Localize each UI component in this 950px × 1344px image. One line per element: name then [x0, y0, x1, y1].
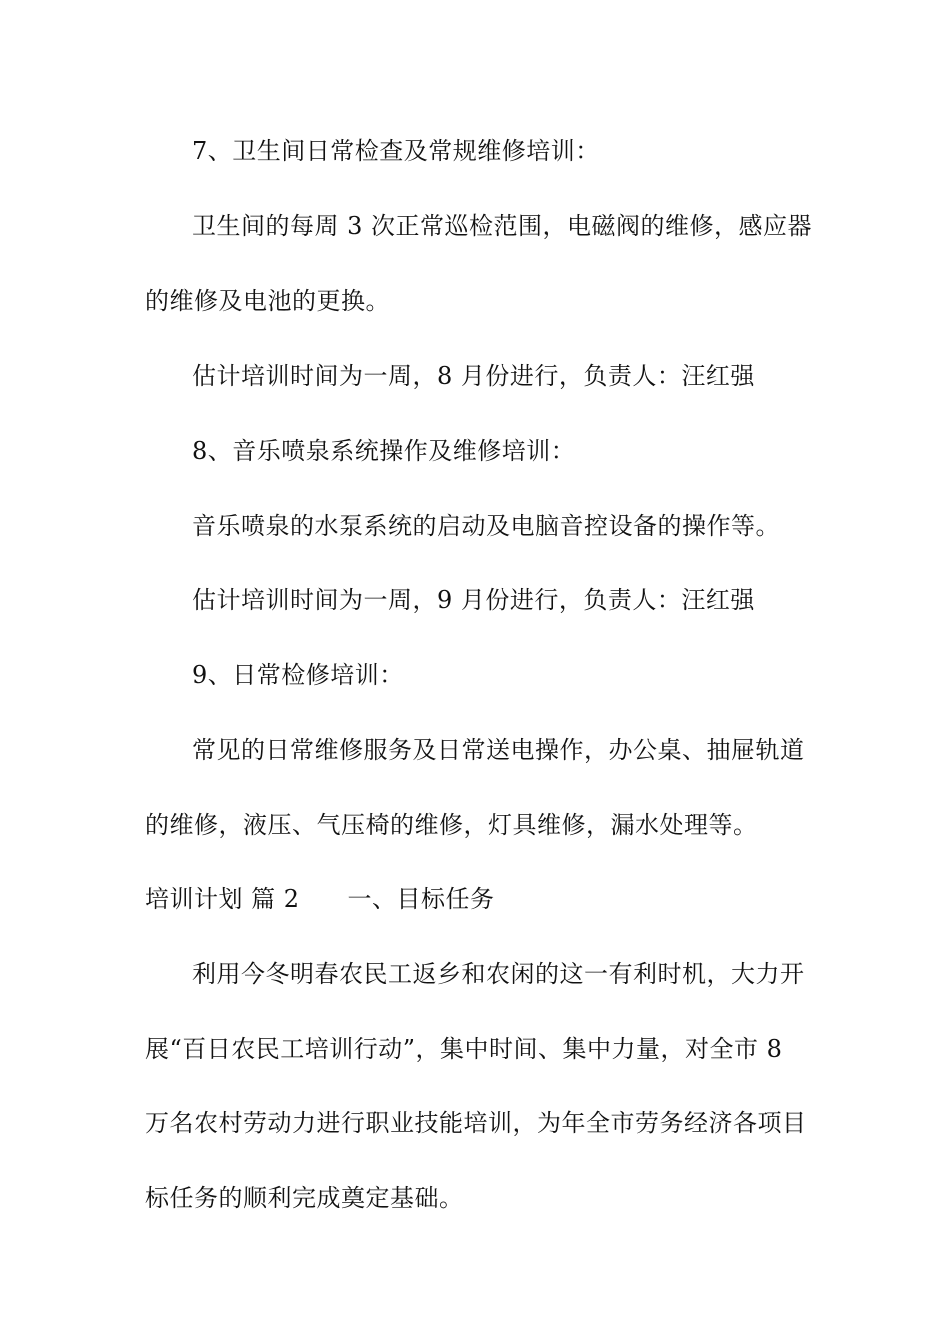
paragraph-line: 利用今冬明春农民工返乡和农闲的这一有利时机，大力开	[192, 960, 805, 988]
paragraph-line: 的维修及电池的更换。	[145, 287, 390, 315]
paragraph-line: 万名农村劳动力进行职业技能培训，为年全市劳务经济各项目	[145, 1109, 807, 1137]
paragraph-line: 标任务的顺利完成奠定基础。	[145, 1184, 464, 1212]
paragraph-line: 卫生间的每周 3 次正常巡检范围，电磁阀的维修，感应器	[192, 212, 813, 240]
section-heading-label: 培训计划 篇 2	[145, 885, 300, 913]
section-heading	[145, 884, 495, 914]
section-subheading: 一、目标任务	[347, 885, 495, 913]
paragraph-line: 的维修，液压、气压椅的维修，灯具维修，漏水处理等。	[145, 811, 758, 839]
paragraph-line: 展“百日农民工培训行动”，集中时间、集中力量，对全市 8	[145, 1035, 783, 1063]
schedule-line: 估计培训时间为一周，8 月份进行，负责人：汪红强	[192, 362, 755, 390]
paragraph-line: 音乐喷泉的水泵系统的启动及电脑音控设备的操作等。	[192, 512, 780, 540]
item-9-heading: 9、日常检修培训：	[192, 661, 404, 689]
item-8-heading: 8、音乐喷泉系统操作及维修培训：	[192, 437, 576, 465]
item-7-heading: 7、卫生间日常检查及常规维修培训：	[192, 137, 600, 165]
schedule-line: 估计培训时间为一周，9 月份进行，负责人：汪红强	[192, 586, 755, 614]
paragraph-line: 常见的日常维修服务及日常送电操作，办公桌、抽屉轨道	[192, 736, 805, 764]
